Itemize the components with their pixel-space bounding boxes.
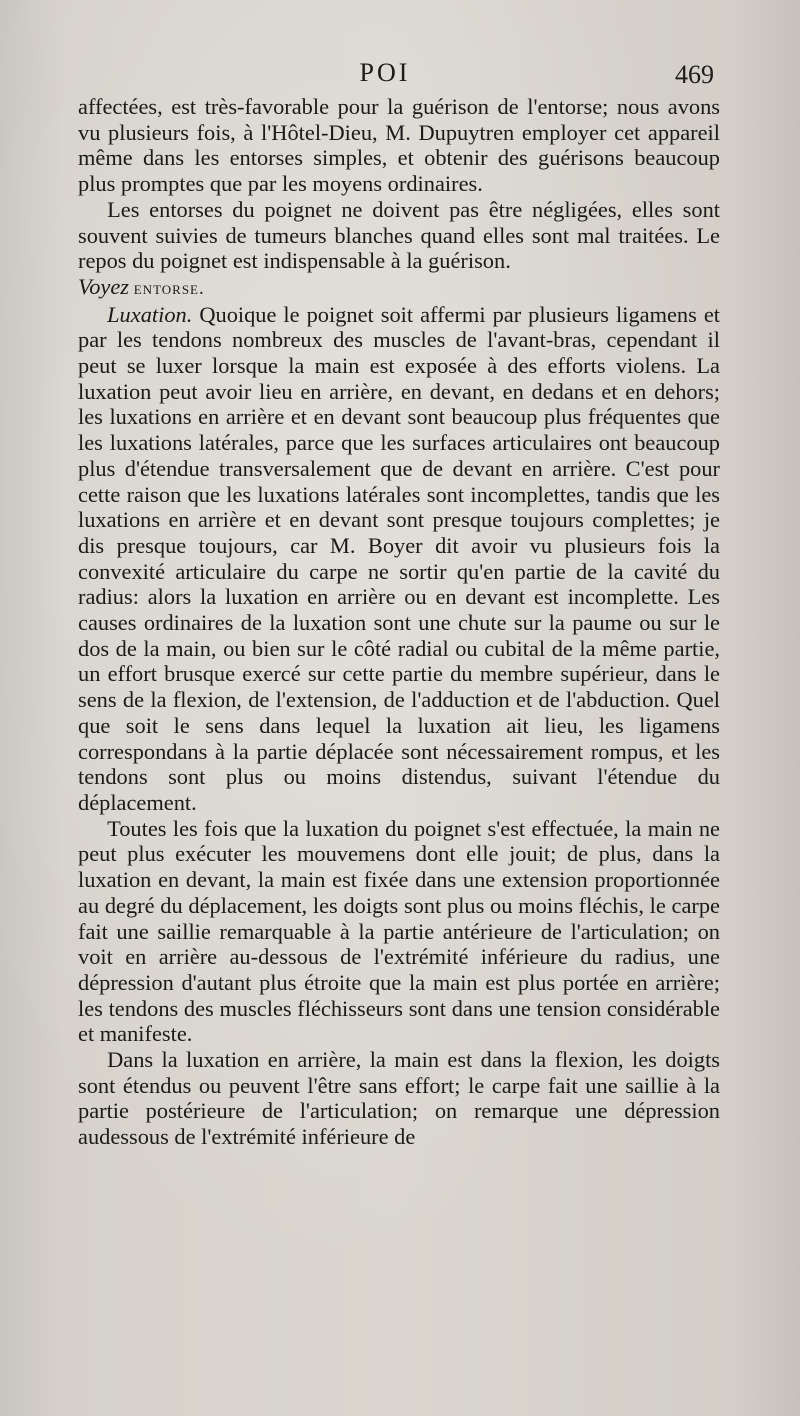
see-also-word: Voyez <box>78 273 129 299</box>
paragraph-luxation-signs: Toutes les fois que la luxation du poignet s'est effectuée, la main ne peut plus exécuter les mouvemens dont elle jouit; de plus, dans la luxation en devant, la main est fixée dans une extension proportionnée au degré du déplacement, les doigts sont plus ou moins fléchis, le carpe fait une saillie remarquable à la partie antérieure de l'articulation; on voit en arrière au-dessous de l'extrémité inférieure du radius, une dépression d'autant plus étroite que la main est plus portée en arrière; les tendons des muscles fléchisseurs sont dans une tension considérable et manifeste. <box>78 815 720 1047</box>
see-also-target: entorse. <box>133 277 205 299</box>
paragraph-entorse-poignet: Les entorses du poignet ne doivent pas être négligées, elles sont souvent suivies de tumeurs blanches quand elles sont mal traitées. Le repos du poignet est indispensable à la guérison. <box>78 196 720 274</box>
running-head: POI <box>359 58 411 87</box>
see-also-reference <box>78 274 720 302</box>
page-header <box>0 58 800 92</box>
paragraph-luxation-arriere: Dans la luxation en arrière, la main est dans la flexion, les doigts sont étendus ou peuvent l'être sans effort; le carpe fait une saillie à la partie postérieure de l'articulation; on remarque une dépression audessous de l'extrémité inférieure de <box>78 1047 720 1150</box>
paragraph-entorse-treatment: affectées, est très-favorable pour la guérison de l'entorse; nous avons vu plusieurs fois, à l'Hôtel-Dieu, M. Dupuytren employer cet appareil même dans les entorses simples, et obtenir des guérisons beaucoup plus promptes que par les moyens ordinaires. <box>78 94 720 197</box>
luxation-text: Quoique le poignet soit affermi par plusieurs ligamens et par les tendons nombreux des muscles de l'avant-bras, cependant il peut se luxer lorsque la main est exposée à des efforts violens. La luxation peut avoir lieu en arrière, en devant, en dedans et en dehors; les luxations en arrière et en devant sont beaucoup plus fréquentes que les luxations latérales, parce que les surfaces articulaires ont beaucoup plus d'étendue transversalement que de devant en arrière. C'est pour cette raison que les luxations latérales sont incomplettes, tandis que les luxations en arrière et en devant sont presque toujours complettes; je dis presque toujours, car M. Boyer dit avoir vu plusieurs fois la convexité articulaire du carpe ne sortir qu'en partie de la cavité du radius: alors la luxation en arrière ou en devant est incomplette. Les causes ordinaires de la luxation sont une chute sur la paume ou sur le dos de la main, ou bien sur le côté radial ou cubital de la même partie, un effort brusque exercé sur cette partie du membre supérieur, dans le sens de la flexion, de l'extension, de l'adduction et de l'abduction. Quel que soit le sens dans lequel la luxation ait lieu, les ligamens correspondans à la partie déplacée sont nécessairement rompus, et les tendons sont plus ou moins distendus, suivant l'étendue du déplacement. <box>78 301 720 815</box>
section-lead-luxation: Luxation. <box>107 301 193 327</box>
page-number: 469 <box>675 60 714 89</box>
paragraph-luxation <box>78 302 720 816</box>
body-text <box>78 94 720 1150</box>
